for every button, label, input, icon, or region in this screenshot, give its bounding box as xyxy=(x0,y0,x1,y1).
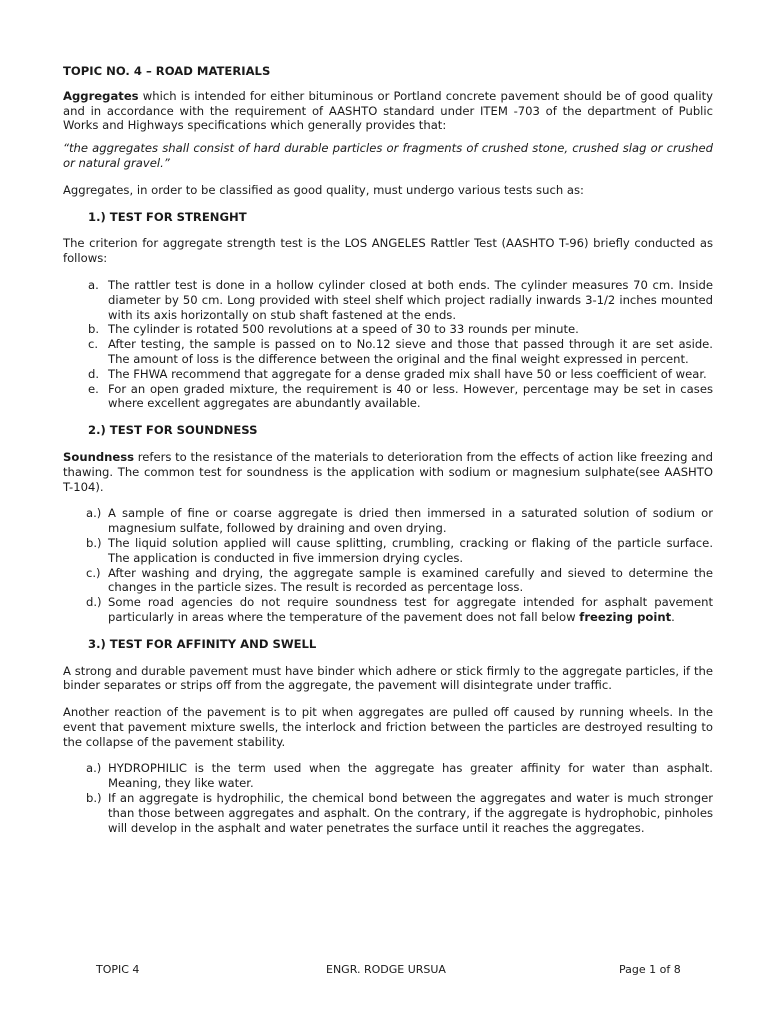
list-item-text: The rattler test is done in a hollow cylinder closed at both ends. The cylinder measures 70 cm. Inside diameter by 50 cm. Long provided with steel shelf which project radially inwards 3-1/2 inches mounted with its axis horizontally on stub shaft fastened at the ends. xyxy=(108,277,713,322)
affinity-paragraph-2: Another reaction of the pavement is to pit when aggregates are pulled off caused by running wheels. In the event that pavement mixture swells, the interlock and friction between the particles are destroyed resulting to the collapse of the pavement stability. xyxy=(63,705,713,749)
freezing-point-term: freezing point xyxy=(579,609,672,624)
list-marker: a.) xyxy=(86,761,102,776)
list-item-text: A sample of fine or coarse aggregate is dried then immersed in a saturated solution of sodium or magnesium sulfate, followed by draining and oven drying. xyxy=(108,506,713,536)
intro-bold-term: Aggregates xyxy=(63,88,139,103)
list-marker: b.) xyxy=(86,535,102,550)
page-footer xyxy=(0,963,768,979)
list-item-text: After testing, the sample is passed on to No.12 sieve and those that passed through it are set aside. The amount of loss is the difference between the original and the final weight expressed in percent. xyxy=(108,337,713,366)
affinity-paragraph-1: A strong and durable pavement must have binder which adhere or stick firmly to the aggregate particles, if the binder separates or strips off from the aggregate, the pavement will disintegrate under traffic. xyxy=(63,663,713,693)
list-item-text: If an aggregate is hydrophilic, the chemical bond between the aggregates and water is much stronger than those between aggregates and asphalt. On the contrary, if the aggregate is hydrophobic, pinholes will develop in the asphalt and water penetrates the surface until it reaches the aggregates. xyxy=(108,791,713,835)
list-item-text: Some road agencies do not require soundness test for aggregate intended for asphalt pavement particularly in areas where the temperature of the pavement does not fall below xyxy=(108,595,713,624)
list-item xyxy=(63,322,713,337)
list-item xyxy=(63,761,713,791)
list-item-text: The FHWA recommend that aggregate for a dense graded mix shall have 50 or less coefficient of wear. xyxy=(108,366,707,381)
list-item xyxy=(63,566,713,596)
intro-text: which is intended for either bituminous or Portland concrete pavement should be of good quality and in accordance with the requirement of AASHTO standard under ITEM -703 of the department of Public Works and Highways specifications which generally provides that: xyxy=(63,88,713,133)
document-title: TOPIC NO. 4 – ROAD MATERIALS xyxy=(63,64,271,78)
list-marker: c. xyxy=(88,337,99,352)
section-heading-strength: 1.) TEST FOR STRENGHT xyxy=(88,209,247,224)
soundness-bold-term: Soundness xyxy=(63,449,135,464)
strength-list xyxy=(63,278,713,411)
soundness-text: refers to the resistance of the materials to deterioration from the effects of action like freezing and thawing. The common test for soundness is the application with sodium or magnesium sulphate(see AASHTO T-104). xyxy=(63,449,713,494)
list-marker: a.) xyxy=(86,506,102,521)
list-item-text: For an open graded mixture, the requirement is 40 or less. However, percentage may be set in cases where excellent aggregates are abundantly available. xyxy=(108,381,713,411)
list-marker: b.) xyxy=(86,791,102,806)
list-marker: d. xyxy=(88,366,100,381)
list-marker: e. xyxy=(88,381,99,396)
footer-author: ENGR. RODGE URSUA xyxy=(326,963,446,976)
list-item-text: After washing and drying, the aggregate sample is examined carefully and sieved to determine the changes in the particle sizes. The result is recorded as percentage loss. xyxy=(108,565,713,595)
list-item xyxy=(63,791,713,835)
specification-quote: “the aggregates shall consist of hard durable particles or fragments of crushed stone, crushed slag or crushed or natural gravel.” xyxy=(63,141,713,170)
list-item xyxy=(63,367,713,382)
list-item xyxy=(63,278,713,322)
soundness-list xyxy=(63,506,713,624)
list-item-text: HYDROPHILIC is the term used when the aggregate has greater affinity for water than asphalt. Meaning, they like water. xyxy=(108,761,713,791)
list-marker: c.) xyxy=(86,565,101,580)
list-item-end: . xyxy=(671,609,675,624)
section-heading-affinity: 3.) TEST FOR AFFINITY AND SWELL xyxy=(88,636,317,651)
footer-page-number: Page 1 of 8 xyxy=(619,963,681,976)
tests-intro: Aggregates, in order to be classified as good quality, must undergo various tests such as: xyxy=(63,182,584,197)
list-item xyxy=(63,595,713,625)
affinity-list xyxy=(63,761,713,835)
soundness-paragraph xyxy=(63,450,713,494)
list-item xyxy=(63,506,713,536)
list-item xyxy=(63,337,713,367)
list-marker: a. xyxy=(88,277,99,292)
list-item-text: The cylinder is rotated 500 revolutions at a speed of 30 to 33 rounds per minute. xyxy=(108,322,579,337)
list-marker: b. xyxy=(88,322,100,337)
footer-topic: TOPIC 4 xyxy=(96,963,140,976)
list-item xyxy=(63,382,713,412)
list-marker: d.) xyxy=(86,595,102,610)
intro-paragraph xyxy=(63,89,713,133)
list-item-text: The liquid solution applied will cause splitting, crumbling, cracking or flaking of the particle surface. The application is conducted in five immersion drying cycles. xyxy=(108,535,713,565)
strength-paragraph: The criterion for aggregate strength test is the LOS ANGELES Rattler Test (AASHTO T-96) briefly conducted as follows: xyxy=(63,236,713,266)
section-heading-soundness: 2.) TEST FOR SOUNDNESS xyxy=(88,423,258,438)
list-item xyxy=(63,536,713,566)
